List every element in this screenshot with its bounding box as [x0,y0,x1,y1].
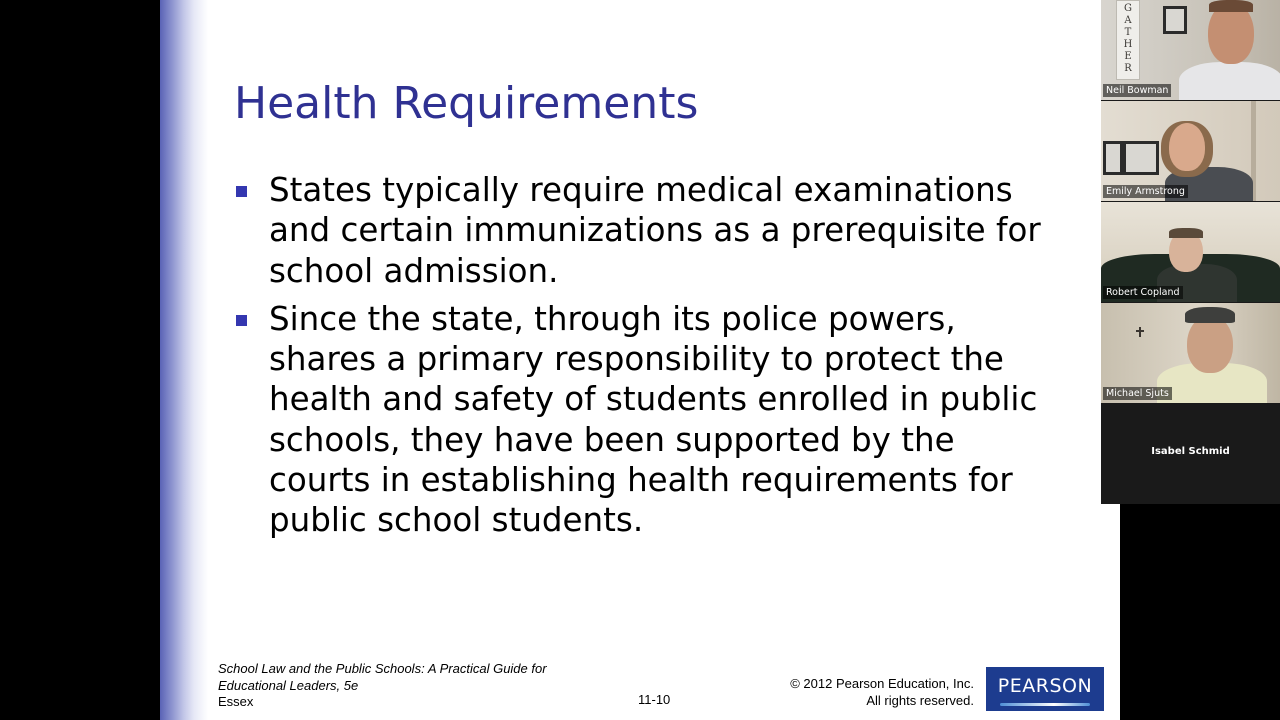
pearson-logo [986,667,1104,711]
copyright-line: © 2012 Pearson Education, Inc. [790,676,974,691]
video-tile[interactable] [1101,202,1280,302]
bullet-item [234,299,1054,541]
person-hair [1209,0,1253,12]
video-tile[interactable] [1101,303,1280,403]
bullet-list [234,170,1054,549]
participant-name: Robert Copland [1103,286,1183,299]
bullet-text: Since the state, through its police powers, shares a primary responsibility to protect the health and safety of students enrolled in public schools, they have been supported by the courts in establishing health requirements for public school students. [269,299,1038,540]
book-author: Essex [218,694,254,709]
presentation-slide [160,0,1120,720]
wall-frame [1123,141,1159,175]
bullet-item [234,170,1054,291]
square-bullet-icon [236,315,247,326]
footer-copyright [790,675,974,709]
square-bullet-icon [236,186,247,197]
person-head [1187,315,1233,373]
slide-title: Health Requirements [234,78,699,129]
slide-page-number: 11-10 [638,692,671,707]
wall-sign-text: GATHER [1123,3,1133,74]
bullet-text: States typically require medical examinations and certain immunizations as a prerequisite for school admission. [269,171,1041,290]
video-tile[interactable] [1101,101,1280,201]
participant-name: Emily Armstrong [1103,185,1188,198]
participant-name: Michael Sjuts [1103,387,1172,400]
participant-gallery[interactable] [1101,0,1280,504]
book-title-line: Educational Leaders, 5e [218,677,359,693]
person-hair [1169,228,1203,238]
wall-frame [1103,141,1123,175]
wall-cross-icon [1139,327,1141,337]
wall-cross-icon [1136,330,1144,332]
wall-sign [1116,0,1140,80]
book-title-line: School Law and the Public Schools: A Practical Guide for [218,661,547,676]
person-head [1169,123,1205,171]
footer-book-citation [218,661,547,711]
person-cap [1185,307,1235,323]
participant-name: Isabel Schmid [1151,446,1230,457]
video-tile[interactable] [1101,0,1280,100]
logo-swoosh-icon [1000,703,1090,706]
wall-frame [1163,6,1187,34]
video-tile-off[interactable] [1101,404,1280,504]
pearson-logo-text: PEARSON [997,675,1093,697]
participant-name: Neil Bowman [1103,84,1171,97]
person-body [1179,62,1280,100]
rights-line: All rights reserved. [866,693,974,708]
